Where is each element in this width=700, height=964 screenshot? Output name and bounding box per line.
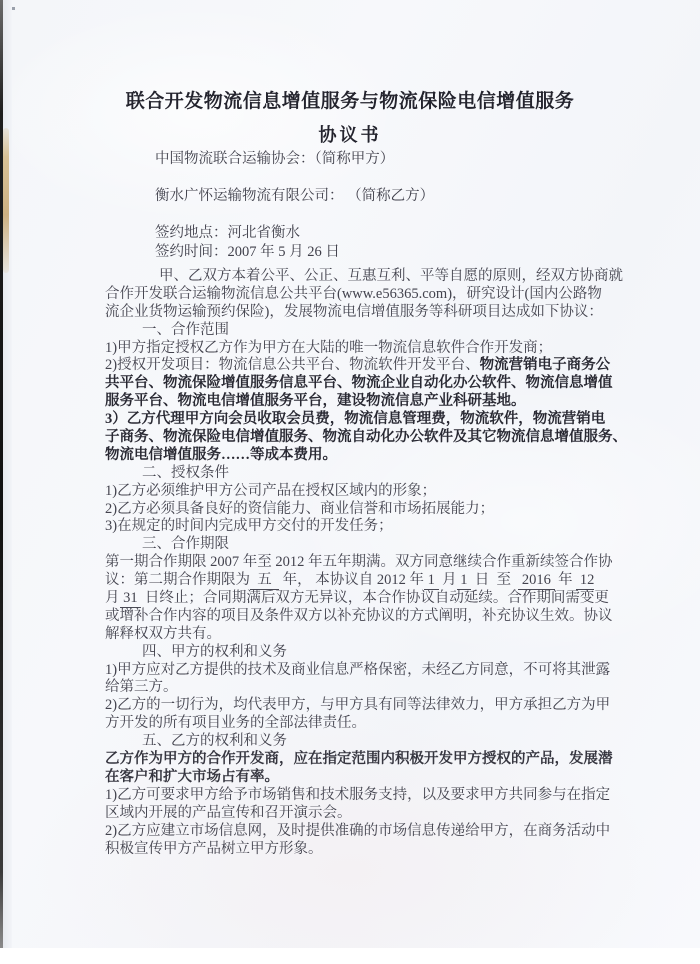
line-text: 3)在规定的时间内完成甲方交付的开发任务； xyxy=(105,518,393,535)
line-text: 解释权双方共有。 xyxy=(105,625,221,642)
line-text: 2)乙方必须具备良好的资信能力、商业信誉和市场拓展能力； xyxy=(105,500,495,517)
line-text: 1)甲方应对乙方提供的技术及商业信息严格保密，未经乙方同意，不可将其泄露 xyxy=(105,661,611,678)
document-line xyxy=(105,751,645,769)
underlying-page-sliver xyxy=(3,128,9,273)
document-line xyxy=(105,554,645,572)
filled-blank-value: 1 xyxy=(424,572,439,589)
filled-blank-value: 五 xyxy=(250,572,279,589)
line-text: 区域内开展的产品宣传和召开演示会。 xyxy=(105,804,352,821)
document-line xyxy=(105,536,645,554)
line-text: 合作开发联合运输物流信息公共平台(www.e56365.com)，研究设计(国内公路物 xyxy=(105,285,602,302)
line-text: 1)乙方必须维护甲方公司产品在授权区域内的形象； xyxy=(105,482,437,499)
document-line xyxy=(105,805,645,823)
document-line xyxy=(105,841,645,859)
document-body xyxy=(105,268,645,858)
line-text: 议：第二期合作期限为 xyxy=(105,572,250,589)
scan-bottom-margin xyxy=(0,948,700,964)
line-text: 年， 本协议自 2012 年 xyxy=(279,572,424,589)
line-text: 月 xyxy=(438,572,457,589)
line-text: 一、合作范围 xyxy=(142,321,229,338)
document-line xyxy=(105,447,645,465)
filled-blank-value: 1 xyxy=(456,572,472,589)
document-line xyxy=(105,357,645,375)
filled-blank-value: 12 xyxy=(576,572,595,589)
document-line xyxy=(105,411,645,429)
line-text: 日 至 xyxy=(471,572,519,589)
document-line xyxy=(105,286,645,304)
line-text: 物流营销电子商务公 xyxy=(479,357,611,374)
line-text: 乙方作为甲方的合作开发商，应在指定范围内积极开发甲方授权的产品，发展潜 xyxy=(105,751,613,768)
line-text: 五、乙方的权利和义务 xyxy=(142,733,287,750)
document-line xyxy=(105,823,645,841)
line-text: 甲、乙双方本着公平、公正、互惠互利、平等自愿的原则，经双方协商就 xyxy=(159,268,623,284)
document-line xyxy=(105,501,645,519)
document-line xyxy=(105,483,645,501)
document-line xyxy=(105,608,645,626)
document-line xyxy=(105,340,645,358)
line-text: 月 xyxy=(105,590,120,607)
document-line xyxy=(105,518,645,536)
document-line xyxy=(105,697,645,715)
line-text: 给第三方。 xyxy=(105,679,178,696)
document-line xyxy=(105,429,645,447)
document-line xyxy=(105,465,645,483)
line-text: 第一期合作期限 2007 年至 2012 年五年期满。双方同意继续合作重新续签合作协 xyxy=(105,554,613,571)
filled-blank-value: 31 xyxy=(119,590,142,607)
line-text: 四、甲方的权利和义务 xyxy=(142,643,287,660)
document-line xyxy=(105,304,645,322)
signing-place-line: 签约地点：河北省衡水 xyxy=(155,225,300,241)
document-line xyxy=(105,375,645,393)
document-line xyxy=(105,572,645,590)
document-line xyxy=(105,590,645,608)
line-text: 2)授权开发项目：物流信息公共平台、物流软件开发平台、 xyxy=(105,357,480,374)
line-text: 2)乙方的一切行为，均代表甲方，与甲方具有同等法律效力，甲方承担乙方为甲 xyxy=(105,697,611,714)
line-text: 子商务、物流保险电信增值服务、物流自动化办公软件及其它物流信息增值服务、 xyxy=(105,429,627,446)
document-line xyxy=(105,322,645,340)
line-text: 2)乙方应建立市场信息网，及时提供准确的市场信息传递给甲方，在商务活动中 xyxy=(105,822,611,839)
party-b-line: 衡水广怀运输物流有限公司： （简称乙方） xyxy=(155,188,435,204)
filled-blank-value: 2016 xyxy=(518,572,555,589)
document-line xyxy=(105,769,645,787)
document-line xyxy=(105,787,645,805)
line-text: 1)甲方指定授权乙方作为甲方在大陆的唯一物流信息软件合作开发商； xyxy=(105,339,553,356)
document-line xyxy=(105,733,645,751)
line-text: 三、合作期限 xyxy=(142,536,229,553)
document-line xyxy=(105,644,645,662)
document-line xyxy=(105,679,645,697)
document-line xyxy=(105,626,645,644)
line-text: 方开发的所有项目业务的全部法律责任。 xyxy=(105,715,366,732)
document-line xyxy=(105,393,645,411)
line-text: 共平台、物流保险增值服务信息平台、物流企业自动化办公软件、物流信息增值 xyxy=(105,375,613,392)
party-a-line: 中国物流联合运输协会：（简称甲方） xyxy=(155,151,395,167)
document-title: 联合开发物流信息增值服务与物流保险电信增值服务 xyxy=(125,91,575,112)
document-subtitle: 协议书 xyxy=(318,125,382,145)
line-text: 积极宣传甲方产品树立甲方形象。 xyxy=(105,840,323,857)
line-text: 流企业货物运输预约保险)，发展物流电信增值服务等科研项目达成如下协议： xyxy=(105,303,603,320)
line-text: 二、授权条件 xyxy=(142,464,229,481)
line-text: 在客户和扩大市场占有率。 xyxy=(105,768,279,785)
line-text: 3）乙方代理甲方向会员收取会员费，物流信息管理费，物流软件，物流营销电 xyxy=(105,411,606,428)
line-text: 日终止；合同期满后双方无异议，本合作协议自动延续。合作期间需变更 xyxy=(141,590,609,607)
line-text: 或增补合作内容的项目及条件双方以补充协议的方式阐明，补充协议生效。协议 xyxy=(105,607,613,624)
document-line xyxy=(105,662,645,680)
line-text: 物流电信增值服务……等成本费用。 xyxy=(105,446,337,463)
signing-date-line: 签约时间：2007 年 5 月 26 日 xyxy=(155,244,340,260)
document-line xyxy=(105,268,645,286)
line-text: 年 xyxy=(554,572,577,589)
scan-speck xyxy=(12,7,15,10)
line-text: 1)乙方可要求甲方给予市场销售和技术服务支持，以及要求甲方共同参与在指定 xyxy=(105,786,611,803)
line-text: 服务平台、物流电信增值服务平台，建设物流信息产业科研基地。 xyxy=(105,393,526,410)
document-line xyxy=(105,715,645,733)
